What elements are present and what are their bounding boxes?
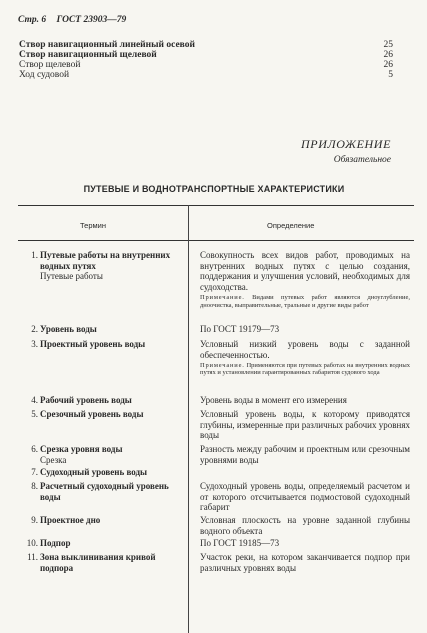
table-row-term — [18, 324, 186, 335]
table-row-definition — [200, 395, 410, 406]
table-column-divider — [188, 205, 189, 633]
index-term: Ход судовой — [19, 70, 70, 80]
index-term: Створ навигационный щелевой — [19, 50, 157, 60]
term-text: Проектное дно — [40, 515, 101, 525]
term-text: Срезка уровня воды — [40, 444, 123, 454]
term-text: Подпор — [40, 538, 71, 548]
alphabetical-index — [19, 40, 393, 80]
table-row-term — [18, 552, 186, 573]
column-header-definition: Определение — [267, 221, 315, 230]
term-number: 1. — [31, 250, 38, 260]
index-row — [19, 60, 393, 70]
table-row-definition — [200, 481, 410, 513]
table-row-term — [18, 339, 186, 350]
term-number: 6. — [31, 444, 38, 454]
definition-text: Условная плоскость на уровне заданной глубины водного объекта — [200, 515, 410, 536]
definition-text: Условный уровень воды, к которому приводятся глубины, измеренные при различных рабочих уровнях воды — [200, 409, 410, 441]
table-row-definition — [200, 515, 410, 536]
terms-table — [18, 205, 414, 633]
index-row — [19, 50, 393, 60]
term-text: Рабочий уровень воды — [40, 395, 132, 405]
page-header — [18, 15, 126, 25]
term-number: 7. — [31, 467, 38, 477]
appendix-title: ПРИЛОЖЕНИЕ — [301, 137, 391, 151]
table-header-rule — [18, 240, 414, 241]
definition-text: Судоходный уровень воды, определяемый расчетом и от которого отсчитывается подмостовой судоходный габарит — [200, 481, 410, 513]
note-label: Примечание. — [200, 362, 245, 370]
table-row-term — [18, 515, 186, 526]
table-row-definition — [200, 552, 410, 573]
definition-note — [200, 294, 410, 309]
table-row-term — [18, 481, 186, 502]
index-term: Створ навигационный линейный осевой — [19, 40, 195, 50]
column-header-term: Термин — [80, 221, 106, 230]
term-synonym: Срезка — [40, 454, 67, 465]
table-row-definition — [200, 444, 410, 465]
definition-text: По ГОСТ 19179—73 — [200, 324, 280, 334]
table-top-rule — [18, 205, 414, 206]
term-number: 11. — [27, 552, 38, 562]
index-number: 26 — [383, 60, 393, 70]
standard-number: ГОСТ 23903—79 — [56, 15, 127, 25]
term-number: 5. — [31, 409, 38, 419]
term-text: Расчетный судоходный уровень воды — [40, 481, 169, 502]
term-number: 2. — [31, 324, 38, 334]
term-text: Срезочный уровень воды — [40, 409, 144, 419]
term-number: 10. — [26, 538, 38, 548]
section-title: ПУТЕВЫЕ И ВОДНОТРАНСПОРТНЫЕ ХАРАКТЕРИСТИКИ — [83, 184, 345, 194]
table-row-term — [18, 538, 186, 549]
index-row — [19, 70, 393, 80]
definition-text: Условный низкий уровень воды с заданной обеспеченностью. — [200, 339, 410, 360]
term-text: Зона выклинивания кривой подпора — [40, 552, 156, 573]
term-text: Проектный уровень воды — [40, 339, 146, 349]
definition-text: Уровень воды в момент его измерения — [200, 395, 347, 405]
table-row-term — [18, 444, 186, 465]
table-row-definition — [200, 324, 410, 335]
index-term: Створ щелевой — [19, 60, 81, 70]
appendix-heading — [301, 137, 391, 165]
table-row-definition — [200, 409, 410, 441]
term-text: Путевые работы на внутренних водных путях — [40, 250, 171, 271]
note-text: Применяются при путевых работах на внутренних водных путях и установлении гарантированных габаритов судового хода — [200, 362, 410, 377]
term-text: Судоходный уровень воды — [40, 467, 148, 477]
index-number: 26 — [383, 50, 393, 60]
definition-text: Совокупность всех видов работ, проводимых на внутренних водных путях с целью создания, поддержания и улучшения условий, необходимых для судоходства. — [200, 250, 410, 292]
index-row — [19, 40, 393, 50]
note-text: Видами путевых работ являются дноуглубление, дноочистка, выправительные, тральные и другие виды работ — [200, 294, 411, 309]
term-text: Уровень воды — [40, 324, 97, 334]
definition-text: Разность между рабочим и проектным или срезочным уровнями воды — [200, 444, 410, 465]
table-row-term — [18, 467, 186, 478]
term-number: 9. — [31, 515, 38, 525]
table-row-definition — [200, 538, 410, 549]
definition-text: Участок реки, на котором заканчивается подпор при различных уровнях воды — [200, 552, 410, 573]
term-number: 3. — [31, 339, 38, 349]
table-row-term — [18, 250, 186, 282]
index-number: 25 — [383, 40, 393, 50]
table-row-definition — [200, 339, 410, 377]
index-number: 5 — [388, 70, 393, 80]
definition-text: По ГОСТ 19185—73 — [200, 538, 280, 548]
note-label: Примечание. — [200, 294, 245, 302]
term-number: 8. — [31, 481, 38, 491]
table-row-term — [18, 409, 186, 420]
definition-note — [200, 362, 410, 377]
term-synonym: Путевые работы — [40, 271, 103, 282]
table-row-definition — [200, 250, 410, 309]
term-number: 4. — [31, 395, 38, 405]
appendix-subtitle: Обязательное — [333, 155, 391, 165]
page-number: Стр. 6 — [18, 15, 47, 25]
table-row-term — [18, 395, 186, 406]
